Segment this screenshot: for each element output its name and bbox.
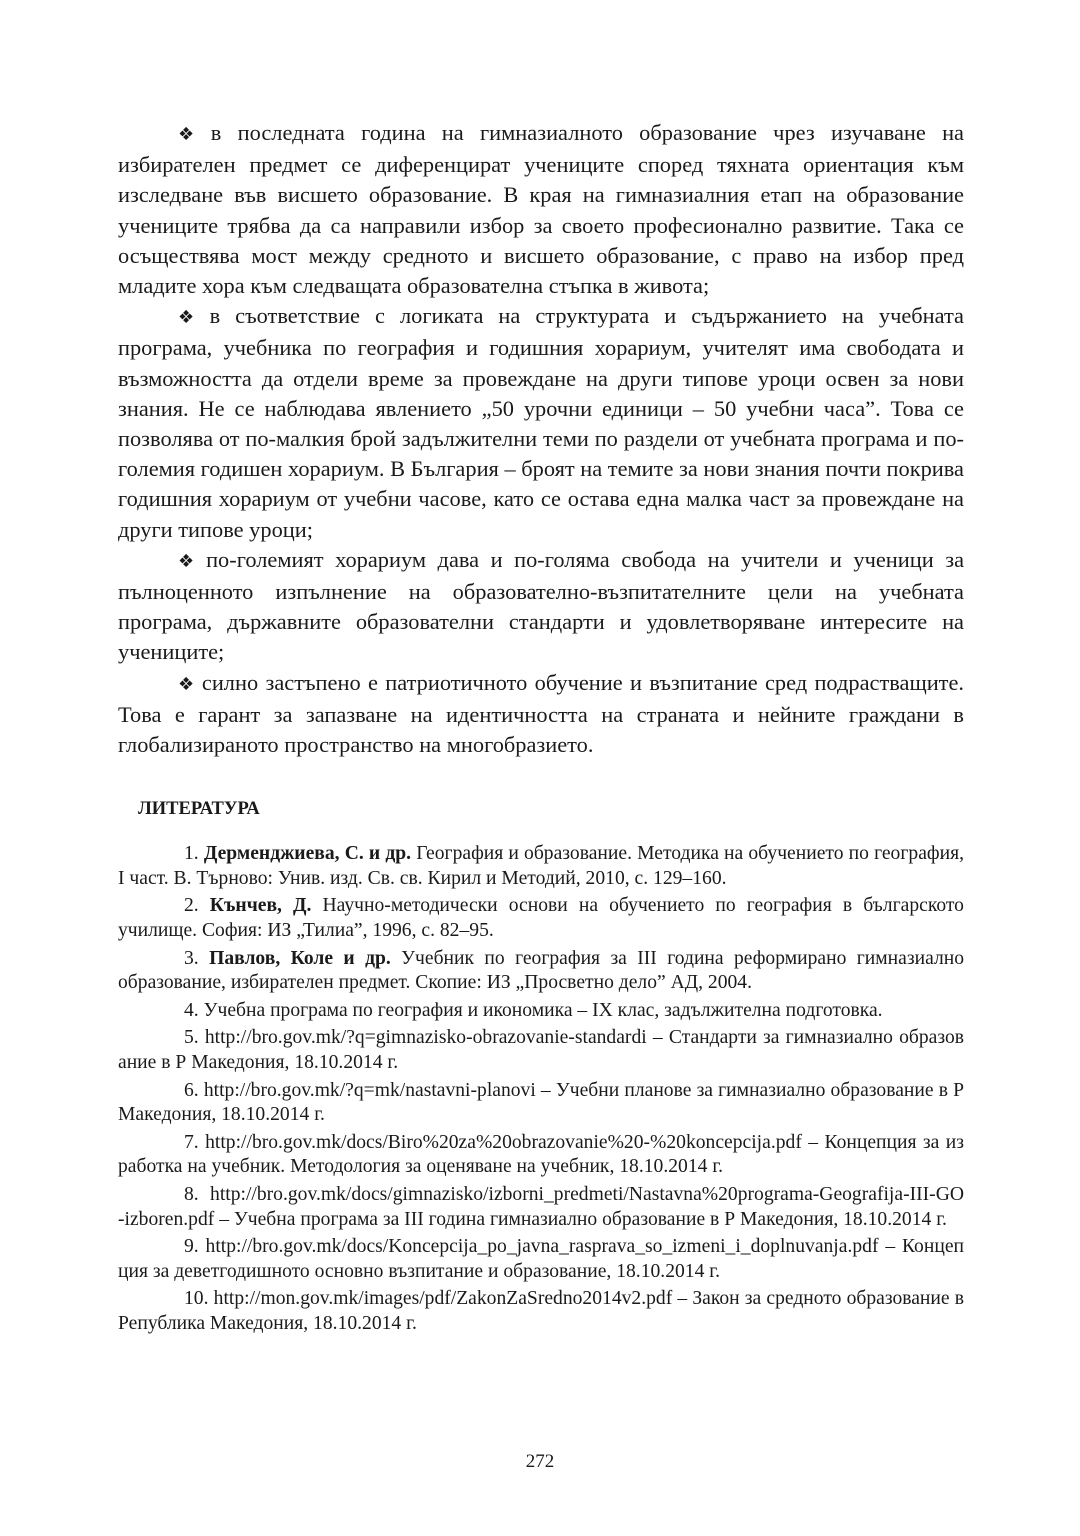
literature-heading: ЛИТЕРАТУРА [138, 799, 260, 820]
reference-number: 3. [184, 947, 210, 969]
reference-text: http://mon.gov.mk/images/pdf/ZakonZaSredno2014v2.pdf – Закон за средното образование в Република Македония, 18.10.2014 г. [118, 1288, 965, 1334]
reference-text: http://bro.gov.mk/docs/Koncepcija_po_javna_rasprava_so_izmeni_i_doplnuvanja.pdf – Концепция за деветгодишното основно възпитание и образование, 18.10.2014 г. [118, 1236, 965, 1282]
diamond-bullet-icon: ❖ [178, 673, 196, 695]
reference-list [118, 842, 964, 1336]
reference-text: Учебна програма по география и икономика – IX клас, задължителна подготовка. [203, 999, 883, 1021]
reference-number: 5. [184, 1027, 205, 1049]
page-number: 272 [525, 1451, 555, 1472]
reference-item [118, 1183, 964, 1232]
reference-number: 1. [184, 843, 204, 865]
reference-author: Дерменджиева, С. и др. [203, 843, 412, 865]
reference-text: http://bro.gov.mk/docs/gimnazisko/izborni_predmeti/Nastavna%20programa-Geografija-III-GO-izboren.pdf – Учебна програма за III година гимназиално образование в Р Македония, 18.10.2014 г. [118, 1183, 964, 1230]
reference-number: 6. [184, 1079, 204, 1101]
reference-number: 4. [184, 999, 204, 1021]
reference-item [118, 999, 964, 1024]
reference-item [118, 1131, 964, 1180]
reference-number: 10. [184, 1288, 214, 1310]
diamond-bullet-icon: ❖ [178, 307, 204, 329]
reference-number: 2. [184, 895, 210, 917]
reference-text: http://bro.gov.mk/?q=gimnazisko-obrazovanie-standardi – Стандарти за гимназиално образование в Р Македония, 18.10.2014 г. [118, 1027, 965, 1074]
bullet-text: в последната година на гимназиалното образование чрез изучаване на избирателен предмет се диференцират учениците според тяхната ориентация към изследване във висшето образование. В края на гимназиалния етап на образование учениците трябва да са направили избор за своето професионално развитие. Така се осъществява мост между средното и висшето образование, с право на избор пред младите хора към следващата образователна стъпка в живота; [118, 120, 964, 299]
reference-number: 9. [184, 1236, 206, 1258]
reference-text: Научно-методически основи на обучението по география в българското училище. София: ИЗ „Тилиа”, 1996, с. 82–95. [118, 895, 964, 942]
bullet-paragraph [118, 545, 964, 668]
reference-author: Павлов, Коле и др. [209, 947, 391, 969]
reference-item [118, 947, 964, 996]
page-body [118, 118, 964, 1340]
bullet-paragraph [118, 118, 964, 301]
reference-author: Кънчев, Д. [209, 895, 312, 917]
reference-number: 8. [184, 1183, 211, 1205]
reference-item [118, 842, 964, 891]
bullet-paragraph [118, 301, 964, 545]
reference-item [118, 894, 964, 943]
diamond-bullet-icon: ❖ [178, 124, 205, 145]
reference-text: Учебник по география за III година реформирано гимназиално образование, избирателен предмет. Скопие: ИЗ „Просветно дело” АД, 2004. [118, 947, 965, 994]
reference-item [118, 1287, 964, 1336]
reference-text: География и образование. Методика на обучението по география, I част. В. Търново: Унив. изд. Св. св. Кирил и Методий, 2010, с. 129–160. [118, 843, 964, 889]
reference-item [118, 1235, 964, 1284]
bullet-text: по-големият хорариум дава и по-голяма свобода на учители и ученици за пълноценното изпълнение на образователно-възпитателните цели на учебната програма, държавните образователни стандарти и удовлетворяване интересите на учениците; [118, 546, 965, 665]
reference-number: 7. [184, 1131, 206, 1153]
reference-item [118, 1026, 964, 1075]
bullet-paragraph [118, 668, 964, 761]
diamond-bullet-icon: ❖ [178, 550, 201, 572]
reference-item [118, 1079, 964, 1128]
bullet-text: в съответствие с логиката на структурата и съдържанието на учебната програма, учебника по география и годишния хорариум, учителят има свободата и възможността да отдели време за провеждане на други типове уроци освен за нови знания. Не се наблюдава явлението „50 урочни единици – 50 учебни часа”. Това се позволява от по-малкия брой задължителни теми по раздели от учебната програма и по-големия годишен хорариум. В България – броят на темите за нови знания почти покрива годишния хорариум от учебни часове, като се остава една малка част за провеждане на други типове уроци; [118, 303, 964, 542]
reference-text: http://bro.gov.mk/?q=mk/nastavni-planovi – Учебни планове за гимназиално образование в Р Македония, 18.10.2014 г. [118, 1079, 964, 1126]
bullet-text: силно застъпено е патриотичното обучение и възпитание сред подрастващите. Това е гарант за запазване на идентичността на страната и нейните граждани в глобализираното пространство на многобразието. [118, 669, 964, 758]
reference-text: http://bro.gov.mk/docs/Biro%20za%20obrazovanie%20-%20koncepcija.pdf – Концепция за изработка на учебник. Методология за оценяване на учебник, 18.10.2014 г. [118, 1131, 964, 1178]
bullet-list [118, 118, 964, 760]
